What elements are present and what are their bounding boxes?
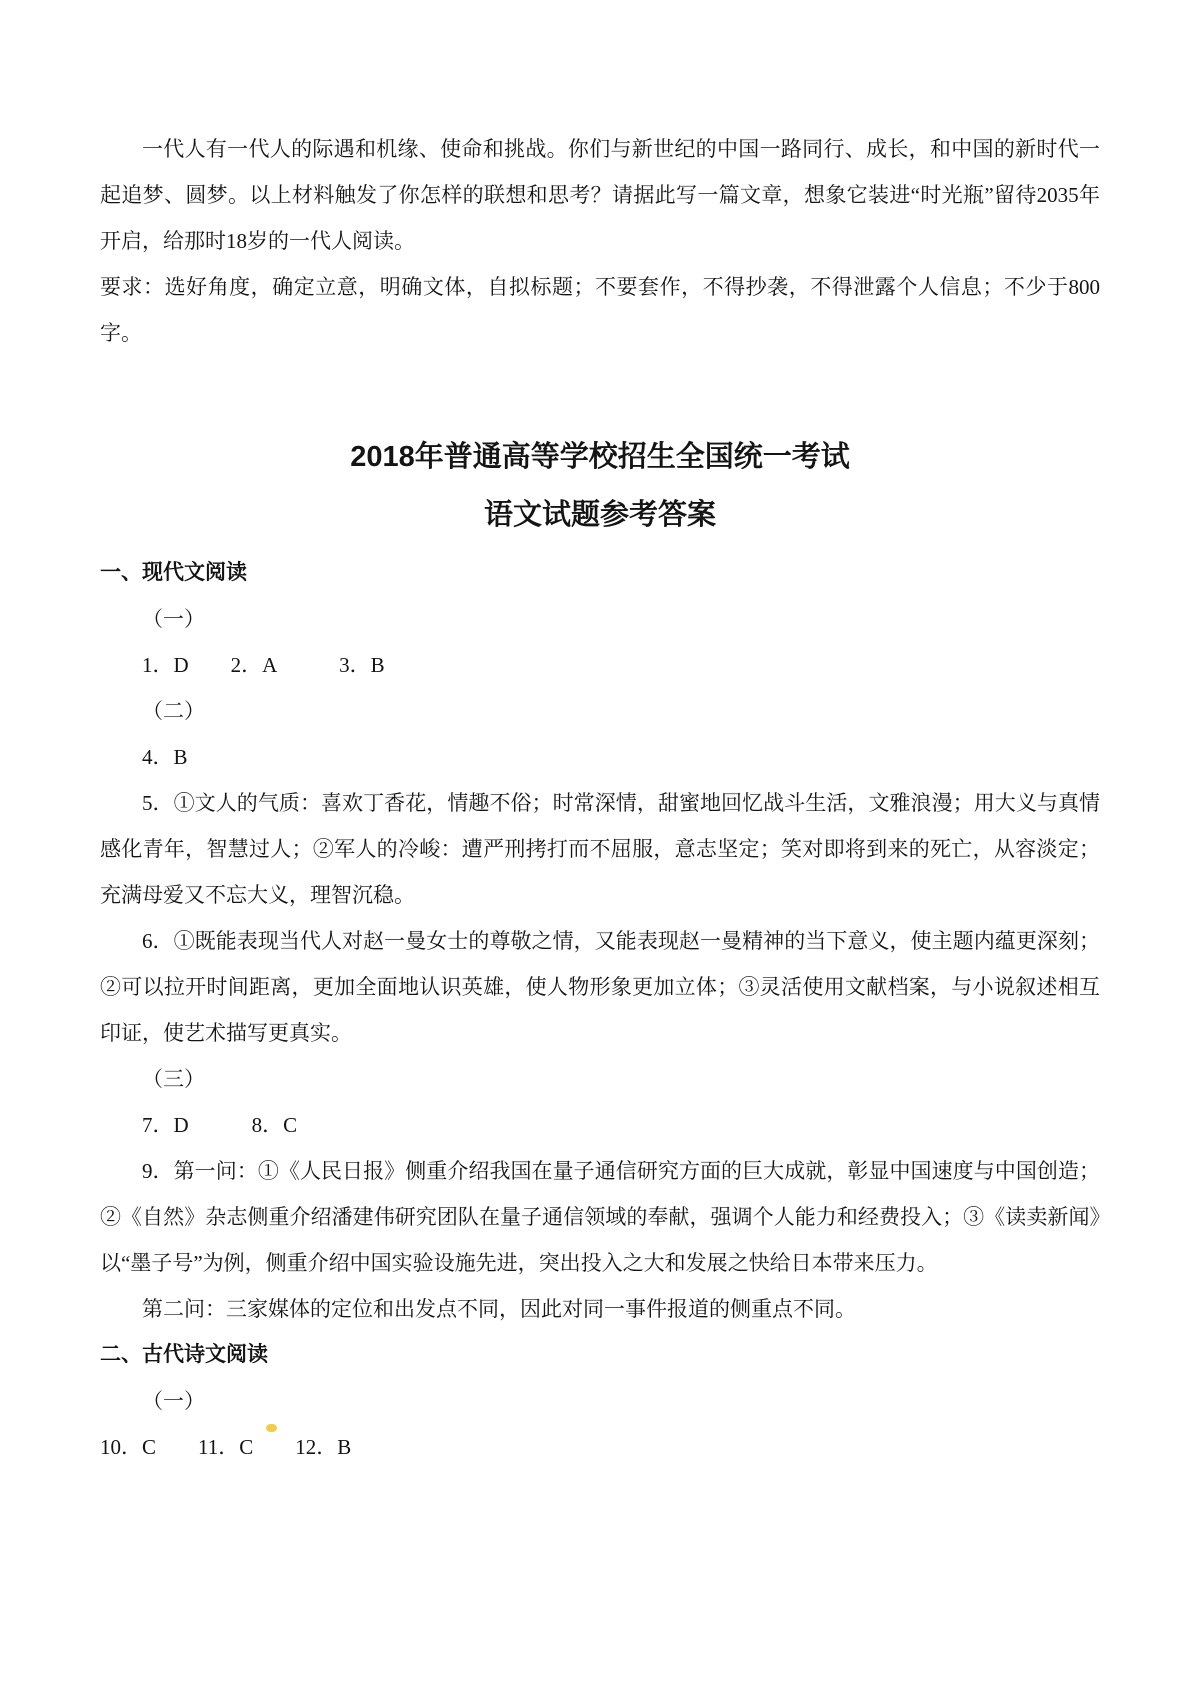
- answer-paragraph-9-question1: 9．第一问：①《人民日报》侧重介绍我国在量子通信研究方面的巨大成就，彰显中国速度与中国创造；②《自然》杂志侧重介绍潘建伟研究团队在量子通信领域的奉献，强调个人能力和经费投入；③《读卖新闻》以“墨子号”为例，侧重介绍中国实验设施先进，突出投入之大和发展之快给日本带来压力。: [100, 1159, 1100, 1275]
- section-heading-modern-reading: 一、现代文阅读: [100, 561, 247, 584]
- answer-line-9-question2: 第二问：三家媒体的定位和出发点不同，因此对同一事件报道的侧重点不同。: [142, 1297, 856, 1321]
- answer-paragraph-5: 5．①文人的气质：喜欢丁香花，情趣不俗；时常深情，甜蜜地回忆战斗生活，文雅浪漫；用大义与真情感化青年，智慧过人；②军人的冷峻：遭严刑拷打而不屈服，意志坚定；笑对即将到来的死亡，从容淡定；充满母爱又不忘大义，理智沉稳。: [100, 791, 1100, 907]
- answers-line-1-to-3: 1．D 2．A 3．B: [142, 653, 385, 677]
- essay-requirements-paragraph: 要求：选好角度，确定立意，明确文体，自拟标题；不要套作，不得抄袭，不得泄露个人信息；不少于800字。: [100, 275, 1100, 345]
- part-one-label: （一）: [142, 607, 205, 631]
- answer-key-subtitle: 语文试题参考答案: [483, 499, 716, 531]
- answer-key-title: 2018年普通高等学校招生全国统一考试: [350, 441, 850, 473]
- section-heading-classical-reading: 二、古代诗文阅读: [100, 1343, 268, 1366]
- answer-paragraph-6: 6．①既能表现当代人对赵一曼女士的尊敬之情，又能表现赵一曼精神的当下意义，使主题内蕴更深刻；②可以拉开时间距离，更加全面地认识英雄，使人物形象更加立体；③灵活使用文献档案，与小说叙述相互印证，使艺术描写更真实。: [100, 929, 1100, 1045]
- part-two-label: （二）: [142, 699, 205, 723]
- part-three-label: （三）: [142, 1067, 205, 1091]
- classical-part-one-label: （一）: [142, 1389, 205, 1413]
- answer-line-4: 4．B: [142, 745, 188, 769]
- essay-prompt-paragraph: 一代人有一代人的际遇和机缘、使命和挑战。你们与新世纪的中国一路同行、成长，和中国的新时代一起追梦、圆梦。以上材料触发了你怎样的联想和思考？请据此写一篇文章，想象它装进“时光瓶”留待2035年开启，给那时18岁的一代人阅读。: [100, 137, 1100, 253]
- answers-line-10-to-12: 10．C 11．C 12．B: [100, 1435, 352, 1459]
- answers-line-7-8: 7．D 8．C: [142, 1113, 298, 1137]
- yellow-highlight-mark: [266, 1424, 277, 1432]
